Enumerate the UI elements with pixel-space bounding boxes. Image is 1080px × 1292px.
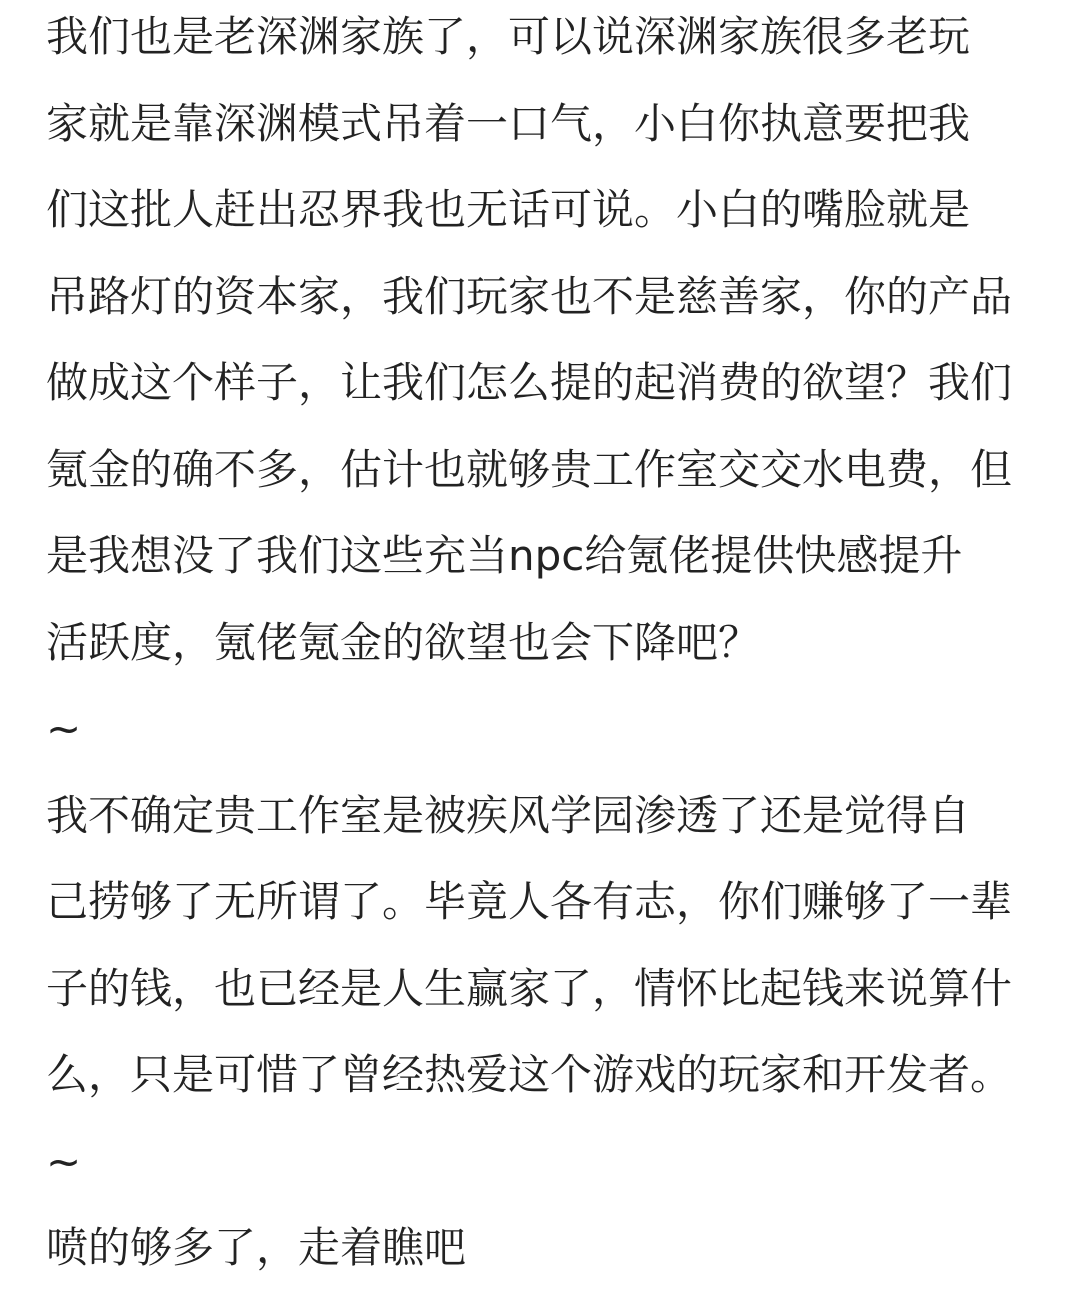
post-body: [46, 0, 1046, 1283]
post-line: 氪金的确不多，估计也就够贵工作室交交水电费，但: [46, 444, 1013, 494]
post-line: 我不确定贵工作室是被疾风学园渗透了还是觉得自: [46, 790, 971, 840]
post-line: 己捞够了无所谓了。毕竟人各有志，你们赚够了一辈: [46, 877, 1013, 926]
post-line: 活跃度，氪佬氪金的欲望也会下降吧？: [46, 617, 761, 667]
post-line: 吊路灯的资本家，我们玩家也不是慈善家，你的产品: [46, 271, 1013, 321]
post-line: 是我想没了我们这些充当npc给氪佬提供快感提升: [46, 531, 963, 580]
post-separator: ~: [46, 704, 82, 753]
post-line: 做成这个样子，让我们怎么提的起消费的欲望？我们: [46, 358, 1013, 407]
post-line: 们这批人赶出忍界我也无话可说。小白的嘴脸就是: [46, 185, 971, 234]
post-line: 么，只是可惜了曾经热爱这个游戏的玩家和开发者。: [46, 1050, 1013, 1099]
post-line: 家就是靠深渊模式吊着一口气，小白你执意要把我: [46, 98, 971, 148]
post-line: 我们也是老深渊家族了，可以说深渊家族很多老玩: [46, 12, 971, 61]
post-line: 子的钱，也已经是人生赢家了，情怀比起钱来说算什: [46, 963, 1013, 1013]
post-line: 喷的够多了，走着瞧吧: [46, 1223, 467, 1272]
post-separator: ~: [46, 1136, 82, 1186]
